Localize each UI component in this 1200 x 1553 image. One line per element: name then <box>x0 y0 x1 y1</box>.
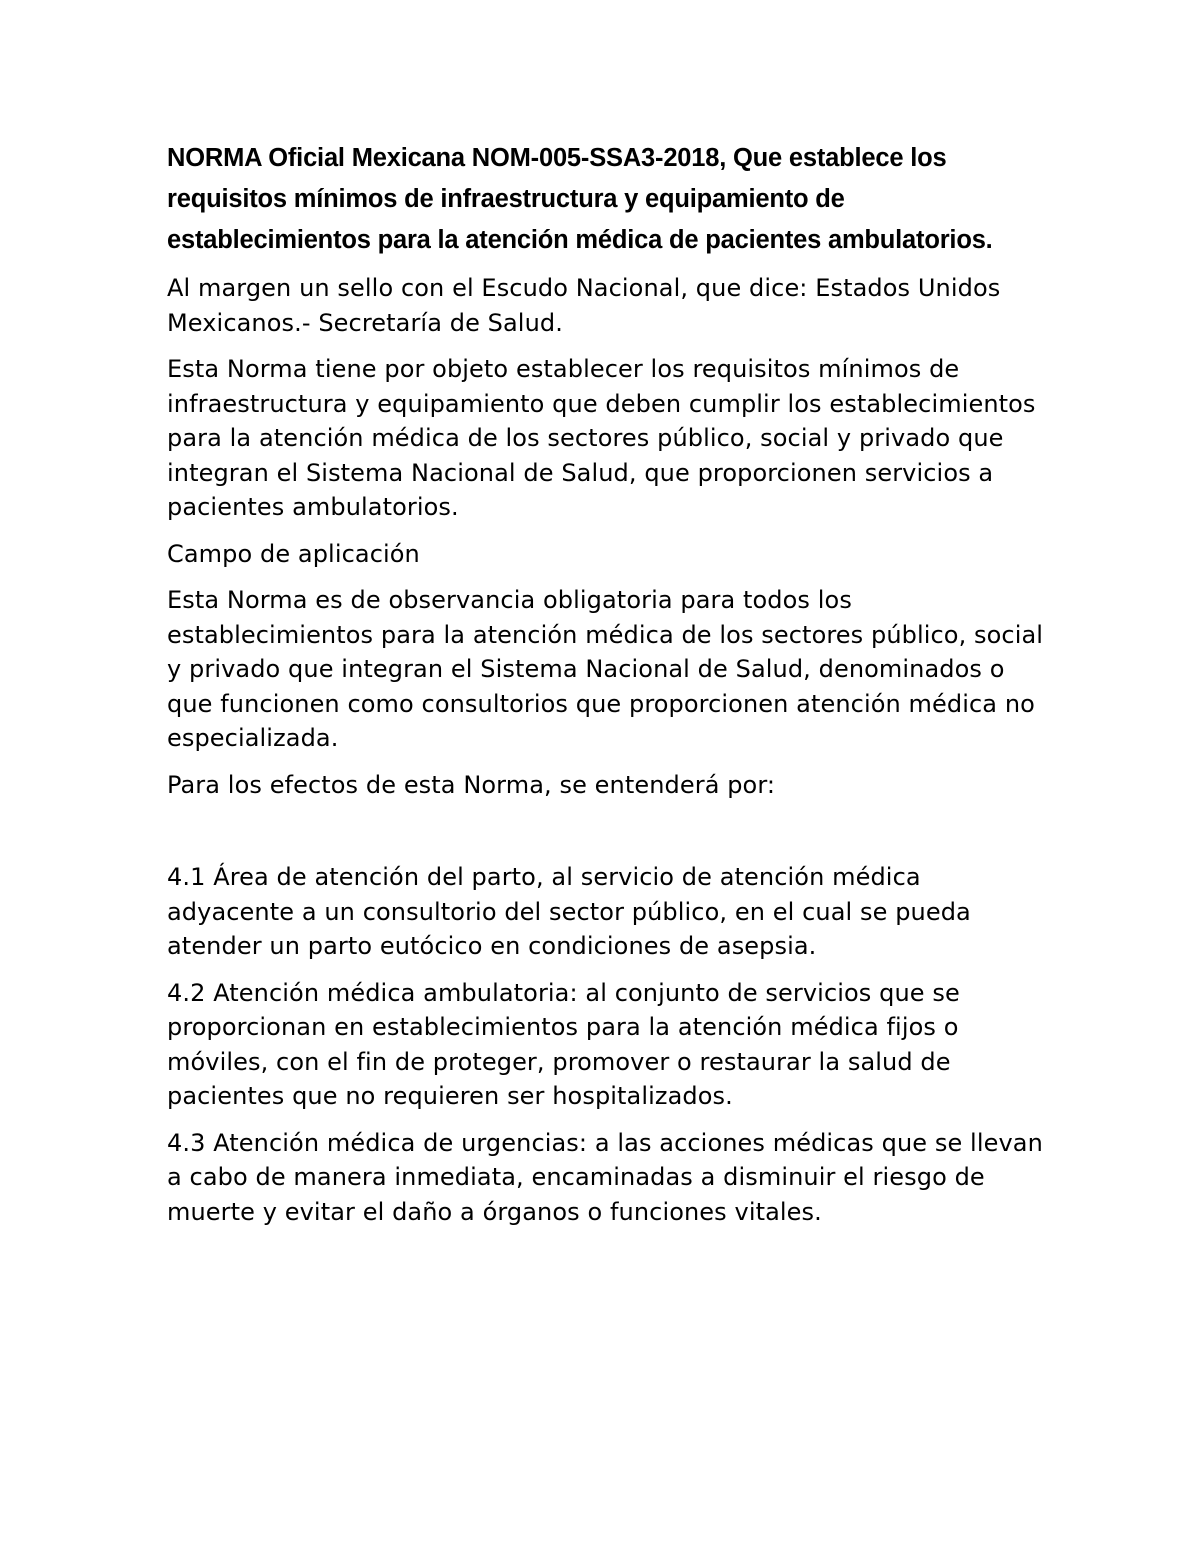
objective-paragraph: Esta Norma tiene por objeto establecer los requisitos mínimos de infraestructura y equipamiento que deben cumplir los establecimientos para la atención médica de los sectores público, social y privado que integran el Sistema Nacional de Salud, que proporcionen servicios a pacientes ambulatorios. <box>167 355 1036 521</box>
seal-paragraph: Al margen un sello con el Escudo Nacional, que dice: Estados Unidos Mexicanos.- Secretaría de Salud. <box>167 274 1001 337</box>
document-page <box>167 138 1047 1241</box>
definition-4-3: 4.3 Atención médica de urgencias: a las acciones médicas que se llevan a cabo de manera inmediata, encaminadas a disminuir el riesgo de muerte y evitar el daño a órganos o funciones vitales. <box>167 1128 1043 1226</box>
definition-4-1: 4.1 Área de atención del parto, al servicio de atención médica adyacente a un consultorio del sector público, en el cual se pueda atender un parto eutócico en condiciones de asepsia. <box>167 863 971 960</box>
section-heading-scope: Campo de aplicación <box>167 539 420 568</box>
scope-paragraph: Esta Norma es de observancia obligatoria para todos los establecimientos para la atención médica de los sectores público, social y privado que integran el Sistema Nacional de Salud, denominados o que funcionen como consultorios que proporcionen atención médica no especializada. <box>167 586 1044 752</box>
definition-4-2: 4.2 Atención médica ambulatoria: al conjunto de servicios que se proporcionan en establecimientos para la atención médica fijos o móviles, con el fin de proteger, promover o restaurar la salud de pacientes que no requieren ser hospitalizados. <box>167 978 960 1110</box>
blank-line <box>167 814 1047 860</box>
document-title: NORMA Oficial Mexicana NOM-005-SSA3-2018, Que establece los requisitos mínimos de infraestructura y equipamiento de establecimientos para la atención médica de pacientes ambulatorios. <box>167 144 993 254</box>
definitions-intro: Para los efectos de esta Norma, se entenderá por: <box>167 770 776 799</box>
